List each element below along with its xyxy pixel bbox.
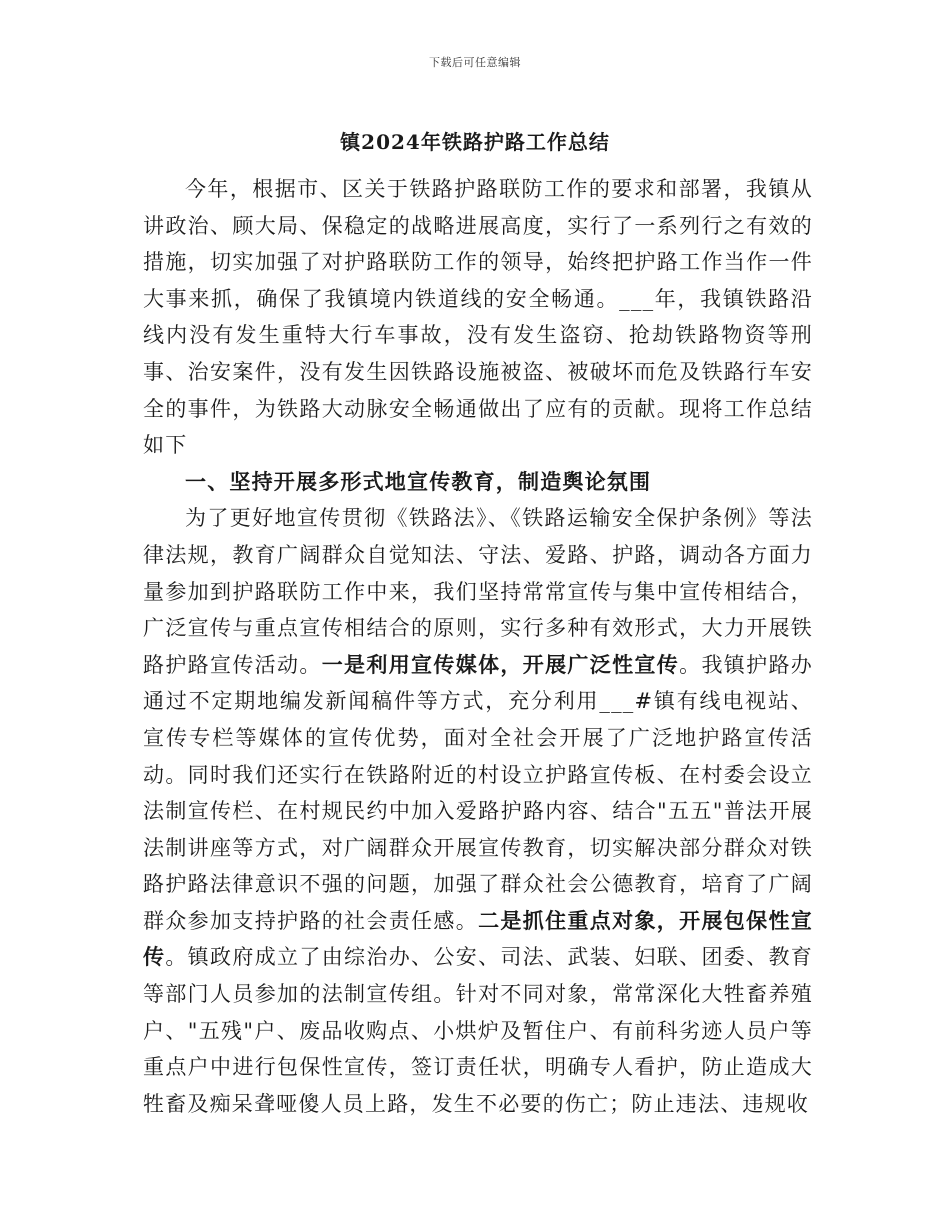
section-heading: 一、坚持开展多形式地宣传教育，制造舆论氛围 (185, 468, 652, 494)
intro-paragraph: 今年，根据市、区关于铁路护路联防工作的要求和部署，我镇从讲政治、顾大局、保稳定的战略进展高度，实行了一系列行之有效的措施，切实加强了对护路联防工作的领导，始终把护路工作当作一件大事来抓，确保了我镇境内铁道线的安全畅通。___年，我镇铁路沿线内没有发生重特大行车事故，没有发生盗窃、抢劫铁路物资等刑事、治安案件，没有发生因铁路设施被盗、被破坏而危及铁路行车安全的事件，为铁路大动脉安全畅通做出了应有的贡献。现将工作总结如下 (143, 177, 813, 458)
paragraph-text: 。我镇护路办通过不定期地编发新闻稿件等方式，充分利用___#镇有线电视站、宣传专栏等媒体的宣传优势，面对全社会开展了广泛地护路宣传活动。同时我们还实行在铁路附近的村设立护路宣传板、在村委会设立法制宣传栏、在村规民约中加入爱路护路内容、结合"五五"普法开展法制讲座等方式，对广阔群众开展宣传教育，切实解决部分群众对铁路护路法律意识不强的问题，加强了群众社会公德教育，培育了广阔群众参加支持护路的社会责任感。 (143, 652, 813, 933)
document-title: 镇2024年铁路护路工作总结 (340, 130, 610, 154)
paragraph-text: 。镇政府成立了由综治办、公安、司法、武装、妇联、团委、教育等部门人员参加的法制宣传组。针对不同对象，常常深化大牲畜养殖户、"五残"户、废品收购点、小烘炉及暂住户、有前科劣迹人员户等重点户中进行包保性宣传，签订责任状，明确专人看护，防止造成大牲畜及痴呆聋哑傻人员上路，发生不必要的伤亡；防止违法、违规收 (143, 945, 813, 1116)
document-body (143, 171, 813, 1122)
paragraph-text: 为了更好地宣传贯彻《铁路法》、《铁路运输安全保护条例》等法律法规，教育广阔群众自觉知法、守法、爱路、护路，调动各方面力量参加到护路联防工作中来，我们坚持常常宣传与集中宣传相结合，广泛宣传与重点宣传相结合的原则，实行多种有效形式，大力开展铁路护路宣传活动。 (143, 506, 813, 677)
page-header-note: 下载后可任意编辑 (429, 56, 521, 69)
bold-point-two: 二是抓住重点对象，开展包保性宣传 (143, 907, 814, 970)
section-paragraph (143, 500, 813, 1122)
bold-point-one: 一是利用宣传媒体，开展广泛性宣传 (321, 651, 680, 677)
